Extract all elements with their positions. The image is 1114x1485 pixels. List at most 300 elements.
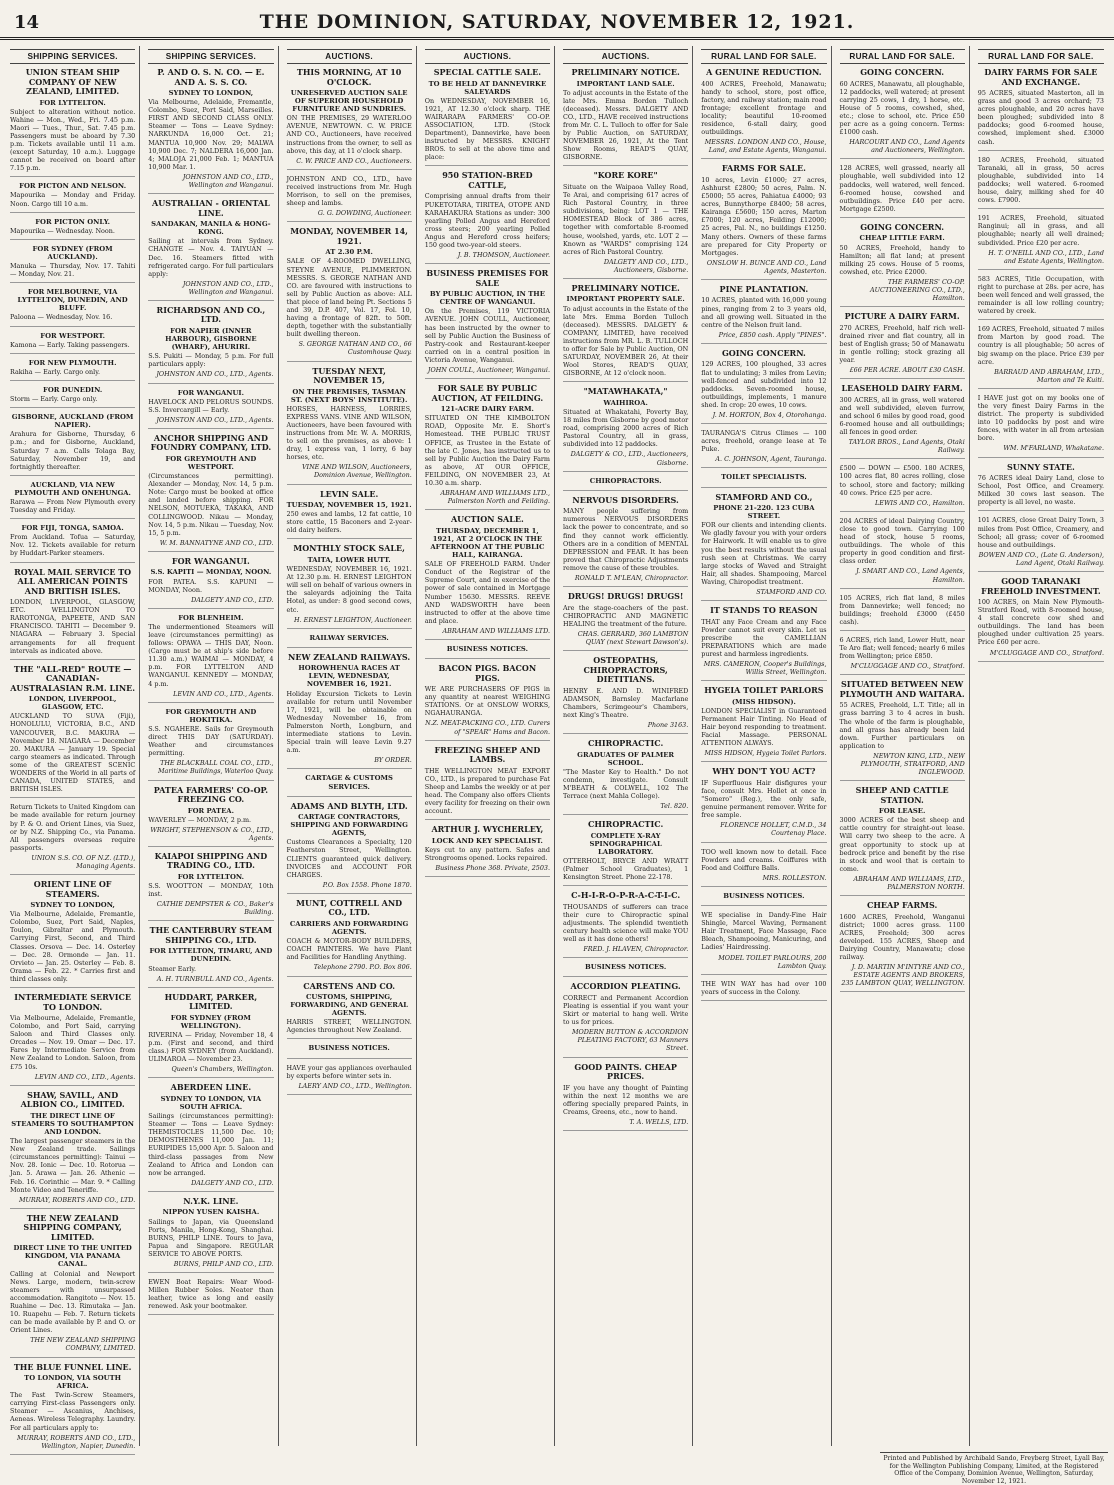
ad-body-text: Sailings to Japan, via Queensland Ports, Manila, Hong-Kong, Shanghai. BURNS, PHILP LINE. Tours to Java, Papua and Singapore. REGULAR SERVICE TO ABOVE PORTS. bbox=[148, 1217, 274, 1258]
ad-body-text: THE WELLINGTON MEAT EXPORT CO., LTD., is prepared to purchase Fat Sheep and Lambs the weekly or at per head. The Company also offers Clients every facility for freezing on their own account. bbox=[424, 766, 550, 816]
ad-body-text: Arahura for Gisborne, Thursday, 6 p.m.; and for Gisborne, Auckland, Saturday 7 a.m. Calls Tolaga Bay, Saturday, November 19, and fortnightly thereafter. bbox=[10, 430, 136, 471]
advertisement bbox=[563, 284, 688, 382]
advertisement bbox=[978, 325, 1104, 389]
ad-subheading: GISBORNE, AUCKLAND (FROM NAPIER). bbox=[11, 413, 134, 430]
ad-subheading: FOR DUNEDIN. bbox=[43, 385, 103, 394]
advertisement bbox=[840, 517, 965, 589]
ad-body-text: FOR PATEA. S.S. KAPUNI — MONDAY, Noon. bbox=[148, 577, 274, 594]
ad-heading: THE NEW ZEALAND SHIPPING COMPANY, LIMITED. bbox=[23, 1212, 122, 1242]
advertisement bbox=[701, 493, 826, 602]
advertisement bbox=[563, 982, 688, 1057]
ad-body-text: On the Premises, 119 VICTORIA AVENUE. JOHN COULL, Auctioneer, has been instructed by the owner to sell by Public Auction the Business of Pastry-cook and Restaurant-keeper carried on in a central position in Victoria Avenue, Wanganui. bbox=[424, 307, 550, 364]
ad-body-text: HENRY E. AND D. WINIFRED ADAMSON, Barnsley Macfarlane Chambers, Scrimgeour's Chambers, next King's Theatre. bbox=[563, 686, 689, 719]
advertisement bbox=[287, 1044, 412, 1058]
ad-body-text: Steamer Early. bbox=[148, 964, 197, 973]
advertisement bbox=[563, 1063, 688, 1131]
advertisement bbox=[840, 901, 965, 992]
ad-heading: CARSTENS AND CO. bbox=[303, 980, 396, 991]
ad-body-text: The largest passenger steamers in the New Zealand trade. Sailings (circumstances permitting): Tainui — Nov. 28. Ionic — Dec. 10. Rotorua — Jan. 5. Arawa — Jan. 26. Athenic — Feb. 16. Corinthic — Mar. 9. * Calling Monte Video and Teneriffe. bbox=[10, 1137, 136, 1194]
advertisement bbox=[978, 214, 1104, 270]
advertisement bbox=[425, 68, 550, 166]
ad-heading: WHY DON'T YOU ACT? bbox=[712, 766, 816, 777]
ad-body-text: 169 ACRES, Freehold, situated 7 miles from Marton by good road. The country is all ploughable; 50 acres of big swamp on the place. Price £39 per acre. bbox=[977, 325, 1104, 366]
advertisement bbox=[287, 490, 412, 540]
ad-signature: H. T. O'NEILL AND CO., LTD., Land and Estate Agents, Wellington. bbox=[988, 248, 1104, 265]
advertisement bbox=[425, 825, 550, 877]
advertisement bbox=[287, 653, 412, 770]
advertisement bbox=[10, 568, 135, 660]
ad-signature: HARCOURT AND CO., Land Agents and Auctioneers, Wellington. bbox=[849, 138, 965, 155]
advertisement bbox=[978, 275, 1104, 320]
ad-body-text: 270 ACRES, Freehold, half rich well-drained river and flat country, all in best of English grass; 50 of Manawatu in gentle rolling; stock grazing all year. bbox=[839, 323, 965, 365]
ad-heading: IT STANDS TO REASON bbox=[710, 605, 818, 616]
newspaper-columns bbox=[6, 46, 1108, 1450]
advertisement bbox=[701, 68, 826, 159]
ad-body-text: SALE OF FREEHOLD FARM. Under Conduct of the Registrar of the Supreme Court, and in exercise of the power of sale contained in Mortgage Number 15630. MESSRS. REEVE AND WADSWORTH have been instructed to offer at the above time and place. bbox=[424, 560, 550, 625]
ad-signature: MURRAY, ROBERTS AND CO., LTD., Wellington, Napier, Dunedin. bbox=[16, 1433, 136, 1450]
advertisement bbox=[425, 269, 550, 379]
ad-heading: RICHARDSON AND CO., LTD. bbox=[156, 304, 266, 325]
section-heading: AUCTIONS. bbox=[563, 49, 688, 64]
ad-subheading: TO BE HELD AT DANNEVIRKE SALEYARDS bbox=[428, 79, 547, 96]
ad-body-text: Calling at Colonial and Newport News. Large, modern, twin-screw steamers with unsurpassed accommodation. Rangitoto — Nov. 15. Ruahine — Dec. 13. Rimutaka — Jan. 10. Ruapehu — Feb. 7. Return tickets can be made available by P. and O. or Orient Lines. bbox=[10, 1269, 136, 1335]
advertisement bbox=[425, 645, 550, 659]
ad-subheading: TAITA, LOWER HUTT. bbox=[307, 555, 391, 564]
ad-subheading: 121-ACRE DAIRY FARM. bbox=[440, 405, 534, 414]
ad-heading: THIS MORNING, AT 10 O'CLOCK. bbox=[296, 67, 402, 87]
ad-signature: NEWTON KING, LTD., NEW PLYMOUTH, STRATFORD, AND INGLEWOOD. bbox=[860, 751, 965, 777]
column-6 bbox=[697, 46, 831, 1446]
ad-signature: STAMFORD AND CO. bbox=[756, 588, 827, 596]
ad-subheading: FOR BLENHEIM. bbox=[178, 613, 244, 622]
ad-subheading: THE DIRECT LINE OF STEAMERS TO SOUTHAMPTON AND LONDON. bbox=[11, 1111, 134, 1136]
ad-body-text: Keys cut to any pattern. Safes and Strongrooms opened. Locks repaired. bbox=[424, 845, 550, 862]
ad-body-text: TAURANGA'S Citrus Climes — 100 acres, freehold, orange lease at Te Puke. bbox=[701, 429, 827, 454]
ad-signature: P.O. Box 1558. Phone 1870. bbox=[322, 880, 412, 889]
ad-signature: DALGETY AND CO., LTD., Auctioneers, Gisborne. bbox=[603, 257, 689, 274]
ad-signature: TAYLOR BROS., Land Agents, Otaki Railway. bbox=[848, 438, 965, 455]
ad-subheading: FOR SYDNEY (FROM WELLINGTON). bbox=[170, 1013, 251, 1030]
ad-heading: BUSINESS PREMISES FOR SALE bbox=[426, 268, 549, 288]
ad-subheading: AUCKLAND, VIA NEW PLYMOUTH AND ONEHUNGA. bbox=[14, 480, 131, 497]
ad-heading: P. AND O. S. N. CO. — E. AND A. S. S. CO. bbox=[157, 67, 265, 87]
ad-body-text: Kamona — Early. Taking passengers. bbox=[10, 340, 130, 349]
ad-signature: JOHNSTON AND CO., LTD., Agents. bbox=[156, 370, 274, 379]
ad-signature: UNION S.S. CO. OF N.Z. (LTD.), Managing Agents. bbox=[31, 853, 136, 870]
advertisement bbox=[148, 1197, 273, 1273]
ad-heading: ROYAL MAIL SERVICE TO ALL AMERICAN POINTS AND BRITISH ISLES. bbox=[14, 566, 132, 596]
ad-body-text: OTTERHOLT, BRYCE AND WRATT (Palmer School Graduates), 1 Kensington Street. Phone 22-178. bbox=[563, 856, 689, 882]
masthead bbox=[0, 0, 1114, 40]
advertisement bbox=[425, 171, 550, 264]
ad-signature: MISS HIDSON, Hygeia Toilet Parlors. bbox=[704, 749, 827, 758]
section-heading: RURAL LAND FOR SALE. bbox=[701, 49, 826, 64]
ad-signature: ABRAHAM AND WILLIAMS, LTD., PALMERSTON NORTH. bbox=[853, 874, 965, 892]
ad-body-text: Sailings (circumstances permitting): Steamer — Tons — Leave Sydney: THEMISTOCLES 11,500 Dec. 10; DEMOSTHENES 11,000 Jan. 11; EURIPIDES 15,000 Apr. 5. Saloon and third-class passages from New Zealand to Africa and London can now be arranged. bbox=[148, 1112, 274, 1177]
ad-heading: A GENUINE REDUCTION. bbox=[706, 67, 822, 77]
ad-body-text: IF Superfluous Hair disfigures your face, consult Mrs. Hollet at once in "Somero" (Reg.), the only safe, genuine permanent remover. Write for free sample. bbox=[701, 778, 827, 820]
ad-body-text: LONDON SPECIALIST in Guaranteed Permanent Hair Tinting. No Head of Hair beyond responding to treatment. Facial Massage. PERSONAL ATTENTION ALWAYS. bbox=[701, 706, 827, 748]
ad-subheading: LOCK AND KEY SPECIALIST. bbox=[431, 836, 543, 845]
ad-body-text: Via Melbourne, Adelaide, Fremantle, Colombo, Suez, Port Said, Marseilles. FIRST AND SECOND CLASS ONLY. Steamer — Tons — Leave Sydney: NARKUNDA 16,000 Oct. 21; MANTUA 10,900 Nov. 29; MALWA 10,900 Dec. 7; NALDERA 16,000 Jan. 4; MALOJA 21,000 Feb. 1; MANTUA 10,900 Mar. 1. bbox=[148, 98, 274, 171]
ad-body-text: 101 ACRES, close Great Dairy Town, 3 miles from Post Office, Creamery, and School; all grass; cover of 6-roomed house and outbuildings. bbox=[977, 516, 1104, 549]
ad-signature: Price, £850 cash. Apply "PINES". bbox=[718, 330, 827, 339]
advertisement bbox=[148, 199, 273, 301]
ad-subheading: FOR LEASE. bbox=[878, 807, 926, 816]
advertisement bbox=[425, 746, 550, 821]
ad-body-text: Mapourika — Wednesday. Noon. bbox=[10, 226, 115, 235]
advertisement bbox=[148, 389, 273, 429]
ad-signature: Business Phone 368. Private, 2503. bbox=[435, 863, 550, 872]
ad-signature: BURNS, PHILP AND CO., LTD. bbox=[173, 1259, 274, 1268]
advertisement bbox=[563, 387, 688, 471]
ad-body-text: JOHNSTON AND CO., LTD., have received instructions from Mr. Hugh Morrison, to sell on the premises, sheep and lambs. bbox=[286, 174, 412, 208]
ad-subheading: UNRESERVED AUCTION SALE OF SUPERIOR HOUSEHOLD FURNITURE AND SUNDRIES. bbox=[290, 89, 408, 114]
advertisement bbox=[148, 614, 273, 703]
section-heading: SHIPPING SERVICES. bbox=[148, 49, 273, 64]
ad-signature: DALGETY & CO., LTD., Auctioneers, Gisborne. bbox=[570, 450, 689, 467]
advertisement bbox=[287, 802, 412, 894]
ad-heading: MUNT, COTTRELL AND CO., LTD. bbox=[296, 897, 403, 918]
ad-heading: GOOD PAINTS. CHEAP PRICES. bbox=[574, 1061, 677, 1082]
ad-body-text: ON THE PREMISES, 29 WATERLOO AVENUE, NEWTOWN. C. W. PRICE AND CO., Auctioneers, have received instructions from the owner, to sell as above, this day, at 11 o'clock sharp. bbox=[286, 114, 412, 155]
ad-signature: M'CLUGGAGE AND CO., Stratford. bbox=[850, 662, 965, 671]
advertisement bbox=[840, 384, 965, 459]
ad-subheading: FOR MELBOURNE, VIA LYTTELTON, DUNEDIN, AND BLUFF. bbox=[17, 288, 128, 313]
ad-heading: UNION STEAM SHIP COMPANY OF NEW ZEALAND, LIMITED. bbox=[25, 67, 120, 96]
ad-signature: J. B. THOMSON, Auctioneer. bbox=[457, 251, 550, 260]
advertisement bbox=[840, 223, 965, 307]
ad-body-text: FOR our clients and intending clients. We gladly favour you with your orders for Hairwork. It will enable us to give you the best results without the usual rush seen at Christmas. We carry large stocks of Waved and Straight Hair, all shades. Shampooing, Marcel Waving, Chiropodist treatment. bbox=[701, 521, 827, 586]
ad-subheading: FOR PICTON ONLY. bbox=[35, 217, 111, 226]
ad-heading: DAIRY FARMS FOR SALE AND EXCHANGE. bbox=[984, 67, 1098, 87]
advertisement bbox=[10, 665, 135, 799]
column-7 bbox=[836, 46, 970, 1446]
ad-subheading: SYDNEY TO LONDON, VIA SOUTH AFRICA. bbox=[160, 1094, 262, 1111]
advertisement bbox=[10, 182, 135, 212]
ad-signature: Telephone 2790. P.O. Box 806. bbox=[313, 963, 412, 972]
ad-heading: INTERMEDIATE SERVICE TO LONDON. bbox=[14, 992, 131, 1012]
ad-body-text: "The Master Key to Health." Do not condemn, investigate. Consult M'BEATH & COLWELL, 102 The Terrace (next Mahla College). bbox=[563, 767, 689, 800]
ad-subheading: FOR NEW PLYMOUTH. bbox=[28, 358, 117, 367]
ad-signature: VINE AND WILSON, Auctioneers, Dominion Avenue, Wellington. bbox=[301, 463, 412, 480]
advertisement bbox=[563, 477, 688, 491]
ad-body-text: 76 ACRES ideal Dairy Land, close to School, Post Office, and Creamery. Milked 30 cows last season. The property is all level, no waste. bbox=[977, 474, 1104, 507]
ad-body-text: HAVELOCK AND PELORUS SOUNDS. S.S. Invercargill — Early. bbox=[148, 397, 274, 414]
advertisement bbox=[701, 892, 826, 906]
ad-subheading: FOR GREYMOUTH AND WESTPORT. bbox=[165, 454, 257, 471]
ad-subheading: SANDAKAN, MANILA & HONG-KONG. bbox=[151, 220, 271, 237]
advertisement bbox=[978, 516, 1104, 572]
ad-signature: N.Z. MEAT-PACKING CO., LTD. Curers of "SPEAR" Hams and Bacon. bbox=[425, 719, 550, 736]
ad-signature: H. ERNEST LEIGHTON, Auctioneer. bbox=[294, 615, 412, 624]
ad-subheading: FOR GREYMOUTH AND HOKITIKA. bbox=[165, 707, 257, 724]
ad-body-text: Rakiha — Early. Cargo only. bbox=[10, 367, 100, 376]
ad-body-text: Manuka — Thursday, Nov. 17. Tahiti — Monday, Nov. 21. bbox=[10, 262, 136, 279]
ad-body-text: Return Tickets to United Kingdom can be made available for return journey by P. & O. and Orient Lines, via Suez, or by N.Z. Shipping Co., via Panama. All passengers overseas require passports. bbox=[10, 803, 136, 852]
column-5 bbox=[559, 46, 693, 1446]
ad-heading: SPECIAL CATTLE SALE. bbox=[433, 67, 542, 77]
ad-body-text: S.S. NGAHERE. Sails for Greymouth direct THIS DAY (SATURDAY). Weather and circumstances permitting. bbox=[148, 724, 274, 758]
ad-body-text: WEDNESDAY, NOVEMBER 16, 1921. At 12.30 p.m. H. ERNEST LEIGHTON will sell on behalf of various owners in the saleyards adjoining the Taita Hotel, as under: 8 good second cows, etc. bbox=[286, 565, 412, 614]
ad-signature: THE NEW ZEALAND SHIPPING COMPANY, LIMITED. bbox=[30, 1336, 136, 1353]
advertisement bbox=[10, 288, 135, 326]
ad-body-text: 128 ACRES, well grassed, nearly all ploughable, well subdivided into 12 paddocks, well watered, well fenced. 6-roomed house, cowshed and outbuildings. Price £40 per acre. Mortgage £2500. bbox=[839, 164, 965, 213]
ad-body-text: The Fast Twin-Screw Steamers, carrying First-class Passengers only. Steamer — Ascanius, Anchises, Aeneas. Wireless Telegraphy. Laundry. For all particulars apply to: bbox=[10, 1391, 136, 1432]
advertisement bbox=[287, 1064, 412, 1095]
ad-heading: ACCORDION PLEATING. bbox=[570, 981, 681, 992]
advertisement bbox=[563, 891, 688, 958]
advertisement bbox=[10, 245, 135, 283]
ad-body-text: Via Melbourne, Adelaide, Fremantle, Colombo, and Port Said, carrying Saloon and Third Classes only. Orcades — Nov. 19. Omar — Dec. 17. Fares by Intermediate Service from New Zealand to London. Saloon, from £75 10s. bbox=[10, 1014, 136, 1071]
ad-body-text: (Circumstances permitting). Alexander — Monday, Nov. 14, 5 p.m. Note: Cargo must be booked at office and landed before shipping. FOR NELSON, MOTUEKA, TAKAKA, AND COLLINGWOOD. Nikau — Monday, Nov. 14, 5 p.m. Nikau — Tuesday, Nov. 15, 5 p.m. bbox=[148, 472, 274, 537]
ad-subheading: IMPORTANT LAND SALE. bbox=[576, 79, 675, 88]
ad-heading: THE "ALL-RED" ROUTE — CANADIAN-AUSTRALASIAN R.M. LINE. bbox=[10, 663, 136, 693]
ad-body-text: MANY people suffering from numerous NERVOUS DISORDERS lack the power to concentrate, and so find they cannot work efficiently. Others are in a condition of MENTAL DEPRESSION and FEAR. It has been proved that Chiropractic Adjustments remove the cause of these troubles. bbox=[563, 507, 689, 572]
advertisement bbox=[563, 820, 688, 886]
ad-signature: BY ORDER. bbox=[374, 756, 412, 765]
section-heading: RURAL LAND FOR SALE. bbox=[978, 49, 1104, 64]
column-1 bbox=[6, 46, 140, 1450]
ad-heading: PATEA FARMERS' CO-OP. FREEZING CO. bbox=[153, 784, 269, 804]
ad-body-text: RIVERINA — Friday, November 18, 4 p.m. (First and second, and third class.) FOR SYDNEY (from Auckland). ULIMAROA — November 23. bbox=[148, 1030, 274, 1064]
ad-body-text: Situated at Whakatahi, Poverty Bay, 18 miles from Gisborne by good motor road, comprising 2000 acres of Rich Pastoral Country, all in grass, subdivided into 12 paddocks. bbox=[563, 408, 689, 449]
ad-heading: LEASEHOLD DAIRY FARM. bbox=[841, 383, 963, 394]
advertisement bbox=[10, 359, 135, 381]
ad-body-text: HORSES, HARNESS, LORRIES, EXPRESS VANS. VINE AND WILSON, Auctioneers, have been favoured with instructions from Mr. W. A. MORRIS, to sell on the premises, as above: 1 dray, 1 express van, 1 lorry, 6 bay horses, etc. bbox=[286, 404, 412, 462]
ad-subheading: BUSINESS NOTICES. bbox=[723, 891, 805, 900]
advertisement bbox=[10, 880, 135, 988]
ad-subheading: FOR LYTTELTON. bbox=[39, 98, 106, 107]
ad-heading: FOR SALE BY PUBLIC AUCTION, AT FEILDING. bbox=[431, 383, 544, 403]
ad-body-text: 50 ACRES, Freehold, handy to Hamilton; all flat land; at present milking 25 cows. House of 5 rooms, cowshed, etc. Price £2000. bbox=[839, 243, 965, 276]
newspaper-title: THE DOMINION, SATURDAY, NOVEMBER 12, 1921. bbox=[259, 11, 855, 33]
ad-signature: FRED. J. HLAVEN, Chiropractor. bbox=[583, 945, 689, 954]
advertisement bbox=[978, 68, 1104, 151]
ad-subheading: GRADUATES OF PALMER SCHOOL. bbox=[577, 750, 675, 767]
advertisement bbox=[287, 544, 412, 628]
ad-subheading: NIPPON YUSEN KAISHA. bbox=[162, 1208, 260, 1217]
ad-heading: CHEAP FARMS. bbox=[867, 900, 938, 911]
ad-signature: J. D. MARTIN M'INTYRE AND CO., ESTATE AGENTS AND BROKERS, 235 LAMBTON QUAY, WELLINGTON. bbox=[841, 963, 965, 988]
advertisement bbox=[701, 285, 826, 344]
ad-subheading: SYDNEY TO LONDON, bbox=[168, 89, 254, 97]
ad-heading: KAIAPOI SHIPPING AND TRADING CO., LTD. bbox=[154, 850, 268, 871]
ad-body-text: Are the stage-coachers of the past. CHIROPRACTIC AND MAGNETIC HEALING the treatment of the future. bbox=[563, 603, 689, 628]
ad-heading: ORIENT LINE OF STEAMERS. bbox=[33, 879, 112, 899]
ad-body-text: 1600 ACRES, Freehold, Wanganui district; 1000 acres grass. 1100 ACRES, Freehold; 300 acres developed. 155 ACRES, Sheep and Dairying Country, Manawatu; close railway. bbox=[839, 912, 965, 962]
advertisement bbox=[840, 164, 965, 218]
ad-subheading: TOILET SPECIALISTS. bbox=[721, 473, 807, 482]
ad-signature: DALGETY AND CO., LTD. bbox=[191, 1178, 274, 1187]
ad-heading: HUDDART, PARKER, LIMITED. bbox=[164, 991, 258, 1012]
ad-subheading: CUSTOMS, SHIPPING, FORWARDING, AND GENERAL AGENTS. bbox=[290, 993, 409, 1018]
advertisement bbox=[701, 606, 826, 681]
advertisement bbox=[701, 349, 826, 424]
advertisement bbox=[148, 708, 273, 781]
ad-body-text: 10 ACRES, planted with 16,000 young pines, ranging from 2 to 3 years old, and all growing well. Situated in the centre of the Nelson fruit land. bbox=[701, 296, 827, 329]
ad-signature: MRS. CAMERON, Cooper's Buildings, Willis Street, Wellington. bbox=[703, 660, 827, 677]
ad-heading: SITUATED BETWEEN NEW PLYMOUTH AND WAITARA. bbox=[839, 679, 965, 699]
ad-signature: JOHN COULL, Auctioneer, Wanganui. bbox=[427, 366, 550, 375]
advertisement bbox=[10, 1214, 135, 1358]
advertisement bbox=[840, 636, 965, 675]
advertisement bbox=[10, 218, 135, 240]
ad-body-text: Storm — Early. Cargo only. bbox=[10, 395, 98, 404]
advertisement bbox=[840, 594, 965, 631]
ad-heading: PRELIMINARY NOTICE. bbox=[571, 282, 680, 293]
ad-body-text: SITUATED ON THE KIMBOLTON ROAD, Opposite Mr. E. Short's Homestead. THE PUBLIC TRUST OFFICE, as Trustee in the Estate of the late C. Jones, has instructed us to sell by Public Auction the Dairy Farm as above, AT OUR OFFICE, FEILDING, ON NOVEMBER 23, At 10.30 a.m. sharp. bbox=[424, 414, 550, 487]
ad-body-text: From Auckland. Tofua — Saturday, Nov. 12. Tickets available for return by Huddart-Parker steamers. bbox=[10, 533, 136, 558]
advertisement bbox=[563, 656, 688, 734]
ad-subheading: BY PUBLIC AUCTION, IN THE CENTRE OF WANGANUI. bbox=[429, 290, 545, 307]
ad-signature: RONALD T. M'LEAN, Chiropractor. bbox=[574, 574, 689, 582]
ad-body-text: LONDON, LIVERPOOL, GLASGOW, ETC. WELLINGTON TO RAROTONGA, PAPEETE, AND SAN FRANCISCO. TAHITI — December 9. NIAGARA — February 3. Special arrangements for all frequent intervals as indicated above. bbox=[10, 598, 136, 655]
ad-body-text: 300 ACRES, all in grass, well watered and well subdivided, eleven furrow, and school 6 miles by good road, good 6-roomed house and all outbuildings; all fences in good order. bbox=[839, 395, 965, 437]
ad-body-text: 100 ACRES, on Main New Plymouth-Stratford Road, with 8-roomed house, 4 stall concrete cow shed and outbuildings. The land has been ploughed under cultivation 25 years. Price £60 per acre. bbox=[977, 598, 1104, 647]
ad-signature: FLORENCE HOLLET, C.M.D., 34 Courtenay Place. bbox=[720, 821, 827, 838]
section-heading: AUCTIONS. bbox=[287, 49, 412, 64]
column-8 bbox=[974, 46, 1108, 1446]
ad-signature: JOHNSTON AND CO., LTD., Agents. bbox=[156, 415, 274, 424]
ad-subheading: FOR LYTTELTON. bbox=[177, 872, 245, 881]
ad-body-text: 400 ACRES, Freehold, Manawatu; handy to school, store, post office, factory, and railway station; main road frontage; excellent frontage and locality; beautiful 10-roomed residence, 6-stall dairy, good outbuildings. bbox=[701, 79, 827, 137]
ad-heading: MONTHLY STOCK SALE, bbox=[293, 543, 405, 554]
advertisement bbox=[701, 686, 826, 762]
ad-signature: LAERY AND CO., LTD., Wellington. bbox=[298, 1081, 412, 1090]
ad-body-text: 6 ACRES, rich land, Lower Hutt, near Te Aro flat; well fenced; nearly 6 miles from Wellington; price £850. bbox=[839, 635, 965, 661]
ad-body-text: THAT any Face Cream and any Face Powder cannot suit every skin. Let us prescribe the CAMELLIAN PREPARATIONS which are made purest and harmless ingredients. bbox=[701, 617, 827, 658]
ad-subheading: FOR FIJI, TONGA, SAMOA. bbox=[21, 524, 124, 533]
advertisement bbox=[563, 739, 688, 815]
advertisement bbox=[10, 68, 135, 177]
ad-heading: BACON PIGS. BACON PIGS. bbox=[438, 663, 537, 683]
ad-subheading: HOROWHENUA RACES AT LEVIN, WEDNESDAY, NOVEMBER 16, 1921. bbox=[298, 664, 400, 689]
ad-signature: £66 PER ACRE. ABOUT £30 CASH. bbox=[849, 366, 965, 375]
ad-signature: M'CLUGGAGE AND CO., Stratford. bbox=[989, 648, 1104, 657]
advertisement bbox=[10, 1091, 135, 1209]
ad-subheading: IMPORTANT PROPERTY SALE. bbox=[566, 295, 685, 304]
ad-signature: T. A. WELLS, LTD. bbox=[629, 1117, 689, 1126]
ad-body-text: 180 ACRES, Freehold, situated Taranaki, all in grass, 50 acres ploughable, subdivided into 14 paddocks; well watered. 6-roomed house, dairy, milking shed for 40 cows. £7900. bbox=[977, 155, 1104, 205]
advertisement bbox=[840, 680, 965, 781]
advertisement bbox=[978, 463, 1104, 512]
ad-subheading: COMPLETE X-RAY SPINOGRAPHICAL LABORATORY. bbox=[589, 831, 662, 856]
ad-body-text: IF you have any thought of Painting within the next 12 months we are offering specially prepared Paints, in Creams, Greens, etc., now to hand. bbox=[563, 1083, 689, 1116]
advertisement bbox=[10, 481, 135, 519]
ad-body-text: 105 ACRES, rich flat land, 8 miles from Dannevirke; well fenced; no buildings; freehold £3000 (£450 cash). bbox=[839, 593, 965, 626]
ad-heading: "MATAWHAKATA," bbox=[583, 386, 668, 397]
ad-body-text: 3000 ACRES of the best sheep and cattle country for straight-out lease. Will carry two sheep to the acre. A great opportunity to stock up at bedrock price and benefit by the rise in stock and wool that is certain to come. bbox=[839, 816, 965, 873]
ad-heading: GOING CONCERN. bbox=[860, 67, 945, 77]
ad-heading: PRELIMINARY NOTICE. bbox=[571, 67, 680, 77]
advertisement bbox=[978, 394, 1104, 458]
advertisement bbox=[563, 171, 688, 279]
advertisement bbox=[701, 164, 826, 280]
ad-signature: LEVIN AND CO., LTD., Agents. bbox=[34, 1072, 136, 1081]
advertisement bbox=[563, 68, 688, 166]
ad-signature: Tel. 820. bbox=[660, 802, 689, 811]
ad-signature: JOHNSTON AND CO., LTD., Wellington and Wanganui. bbox=[182, 172, 274, 190]
ad-body-text: £500 — DOWN — £500. 180 ACRES, 100 acres flat, 80 acres rolling, close to school, store and factory; milking 40 cows. Price £25 per acre. bbox=[839, 464, 965, 497]
ad-subheading: FOR NAPIER (INNER HARBOUR), GISBORNE (WHARF), AHURIRI. bbox=[165, 326, 257, 352]
ad-signature: WM. M'FARLAND, Whakatane. bbox=[1003, 444, 1104, 453]
ad-subheading: CHIROPRACTORS. bbox=[589, 476, 662, 485]
advertisement bbox=[425, 384, 550, 510]
ad-heading: CHIROPRACTIC. bbox=[588, 819, 664, 830]
ad-heading: TUESDAY NEXT, NOVEMBER 15, bbox=[312, 365, 386, 386]
ad-subheading: WAIHIROA. bbox=[603, 398, 648, 407]
ad-body-text: 95 ACRES, situated Masterton, all in grass and good 3 acres orchard; 73 acres ploughable, and 20 acres have been ploughed; subdivided into 8 paddocks; good 6-roomed house, cowshed, implement shed. £3000 cash. bbox=[977, 89, 1104, 146]
ad-heading: HYGEIA TOILET PARLORS bbox=[704, 685, 824, 696]
ad-body-text: 55 ACRES, Freehold, L.T. Title; all in grass barring 3 to 4 acres in bush. The whole of the farm is ploughable, and all grass has already been laid down. Further particulars on application to bbox=[839, 701, 965, 750]
ad-heading: STAMFORD AND CO., bbox=[715, 491, 813, 502]
advertisement bbox=[701, 767, 826, 842]
advertisement bbox=[425, 515, 550, 640]
advertisement bbox=[701, 473, 826, 487]
ad-signature: ABRAHAM AND WILLIAMS LTD., Palmerston North and Feilding. bbox=[440, 489, 550, 506]
ad-heading: C-H-I-R-O-P-R-A-C-T-I-C. bbox=[571, 890, 681, 901]
ad-body-text: The undermentioned Steamers will leave (circumstances permitting) as follows: OPAWA — THIS DAY, Noon. (Cargo must be at ship's side before 11.30 a.m.) WAIMAI — MONDAY, 4 p.m. FOR LYTTELTON AND WANGANUI. KENNEDY — MONDAY, 4 p.m. bbox=[148, 622, 274, 688]
ad-body-text: 60 ACRES, Manawatu, all ploughable, 12 paddocks, well watered; at present carrying 25 cows, 1 dry, 1 horse, etc. House of 5 rooms, cowshed, shed, etc.; close to school, etc. Price £50 per acre as a going concern. Terms: £1000 cash. bbox=[839, 79, 965, 137]
advertisement bbox=[287, 175, 412, 222]
ad-heading: 950 STATION-BRED CATTLE, bbox=[442, 170, 533, 190]
ad-signature: CHAS. GERRARD, 360 LAMBTON QUAY (next Stewart Dawson's). bbox=[577, 629, 689, 646]
ad-heading: DRUGS! DRUGS! DRUGS! bbox=[567, 591, 684, 602]
advertisement bbox=[10, 413, 135, 476]
ad-signature: ONSLOW H. BUNCE AND CO., Land Agents, Masterton. bbox=[706, 258, 827, 275]
ad-signature: BOWEN AND CO., (Late G. Anderson), Land Agent, Otaki Railway. bbox=[978, 550, 1104, 567]
ad-body-text: To adjust accounts in the Estate of the late Mrs. Emma Borden Tulloch (deceased). Messrs. DALGETY AND CO., LTD., HAVE received instructions from Mr. C. L. Tulloch to offer for Sale by Public Auction, on SATURDAY, NOVEMBER 26, 1921, At the Tent Show Rooms, READ'S QUAY, GISBORNE. bbox=[563, 88, 689, 162]
ad-body-text: Customs Clearances a Specialty, 120 Featherston Street, Wellington. CLIENTS guaranteed quick delivery. INVOICES and ACCOUNT FOR CHARGES. bbox=[286, 838, 412, 879]
ad-signature: MRS. ROLLESTON. bbox=[762, 873, 827, 882]
ad-heading: FREEZING SHEEP AND LAMBS. bbox=[434, 744, 541, 765]
ad-subheading: DIRECT LINE TO THE UNITED KINGDOM, VIA PANAMA CANAL. bbox=[13, 1244, 132, 1269]
ad-subheading: CHEAP LITTLE FARM. bbox=[859, 234, 945, 243]
advertisement bbox=[10, 803, 135, 875]
advertisement bbox=[978, 156, 1104, 210]
ad-body-text: S.S. WOOTTON — MONDAY, 10th inst. bbox=[148, 881, 274, 899]
ad-heading: FOR WANGANUI. bbox=[171, 555, 250, 566]
advertisement bbox=[148, 306, 273, 384]
ad-signature: G. G. DOWDING, Auctioneer. bbox=[317, 209, 412, 218]
ad-body-text: 191 ACRES, Freehold, situated Ranginui; all in grass, and all ploughable; nearly all well drained; subdivided. Price £20 per acre. bbox=[977, 214, 1104, 247]
advertisement bbox=[10, 386, 135, 408]
ad-heading: SHAW, SAVILL, AND ALBION CO., LIMITED. bbox=[20, 1089, 125, 1110]
ad-subheading: TO LONDON, VIA SOUTH AFRICA. bbox=[24, 1374, 122, 1391]
ad-heading: THE BLUE FUNNEL LINE. bbox=[13, 1361, 132, 1372]
ad-heading: NEW ZEALAND RAILWAYS. bbox=[288, 651, 411, 662]
ad-subheading: CARTAGE & CUSTOMS SERVICES. bbox=[305, 774, 393, 791]
ad-body-text: 204 ACRES of ideal Dairying Country, close to good town. Carrying 100 head of stock, house 5 rooms, outbuildings. The whole of this property in good condition and first-class order. bbox=[839, 516, 965, 566]
ad-subheading: PHONE 21-220. 123 CUBA STREET. bbox=[713, 504, 815, 521]
ad-subheading: THURSDAY, DECEMBER 1, 1921, AT 2 O'CLOCK IN THE AFTERNOON AT THE PUBLIC HALL, KAIRANGA. bbox=[430, 526, 545, 560]
ad-body-text: Paloona — Wednesday, Nov. 16. bbox=[10, 313, 113, 322]
ad-subheading: SYDNEY TO LONDON, bbox=[30, 901, 115, 910]
ad-heading: N.Y.K. LINE. bbox=[183, 1195, 239, 1206]
ad-subheading: FOR PATEA. bbox=[187, 806, 234, 815]
advertisement bbox=[287, 982, 412, 1040]
ad-heading: NERVOUS DISORDERS. bbox=[572, 494, 679, 505]
ad-signature: MODEL TOILET PARLOURS, 200 Lambton Quay. bbox=[718, 953, 827, 970]
advertisement bbox=[701, 848, 826, 887]
ad-signature: MESSRS. LONDON AND CO., House, Land, and Estate Agents, Wanganui. bbox=[704, 138, 827, 155]
ad-subheading: S.S. KAPITI — MONDAY, NOON. bbox=[150, 568, 272, 577]
ad-signature: DALGETY AND CO., LTD. bbox=[191, 595, 274, 604]
ad-body-text: HAVE your gas appliances overhauled by experts before winter sets in. bbox=[286, 1063, 412, 1080]
ad-subheading: FOR WANGANUI. bbox=[177, 388, 244, 397]
ad-subheading: FOR WESTPORT. bbox=[40, 331, 105, 340]
